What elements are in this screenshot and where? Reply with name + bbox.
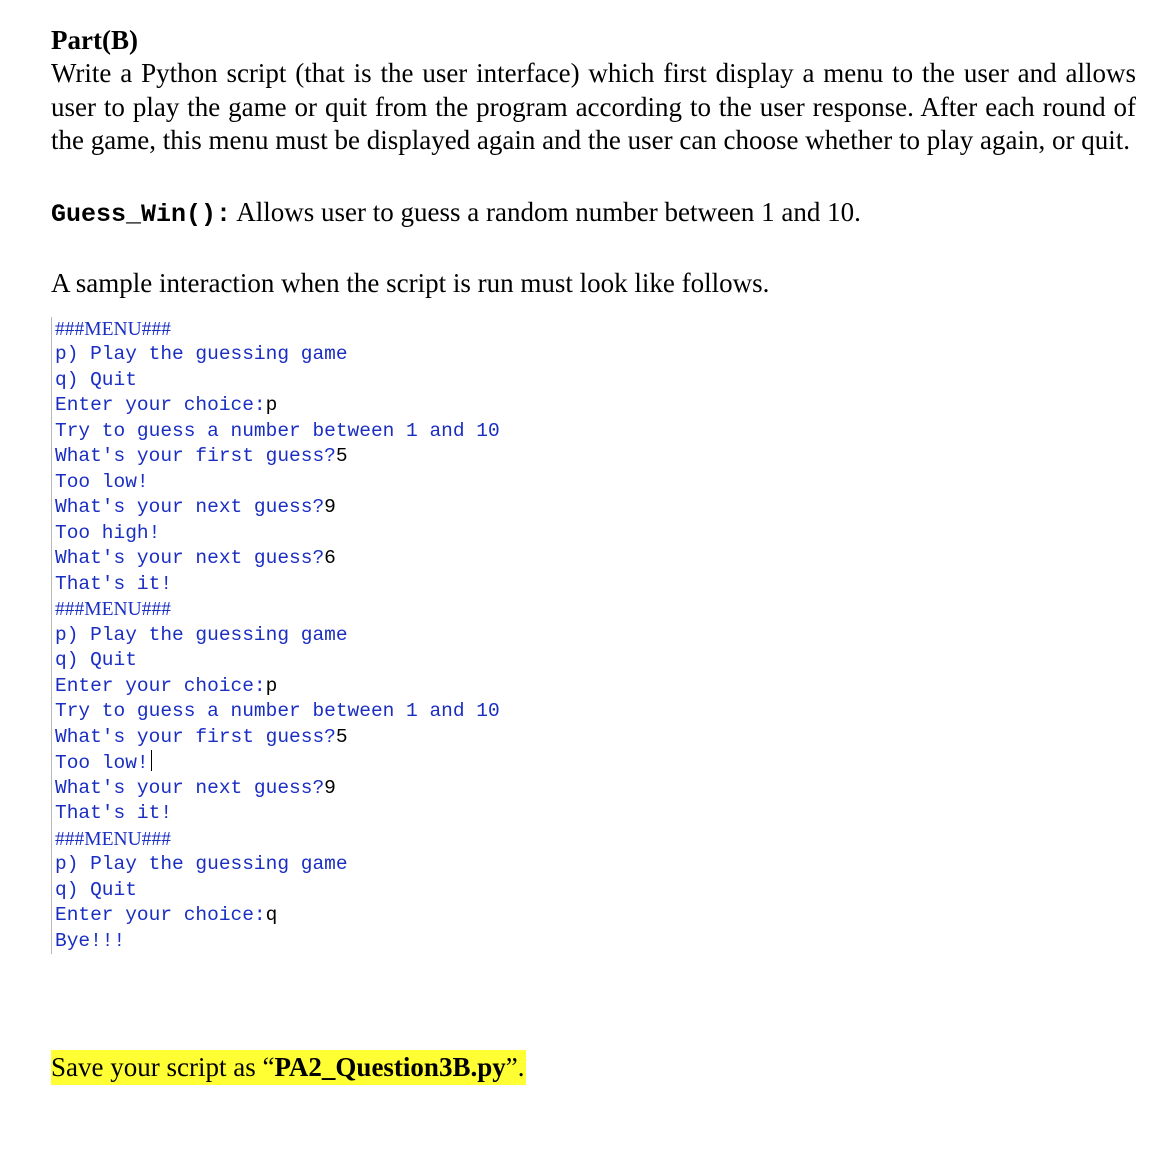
console-prompt: Too low! (55, 752, 149, 774)
console-prompt: p) Play the guessing game (55, 623, 348, 646)
console-line (55, 776, 615, 802)
console-prompt: That's it! (55, 572, 173, 595)
console-prompt: What's your first guess? (55, 445, 336, 467)
console-line (55, 419, 615, 445)
console-prompt: Too high! (55, 521, 161, 544)
console-user-input: 9 (324, 776, 336, 799)
console-prompt: ###MENU### (55, 318, 171, 340)
console-line (55, 623, 615, 649)
save-instruction (51, 1050, 526, 1085)
console-prompt: p) Play the guessing game (55, 853, 348, 875)
function-description: Allows user to guess a random number between 1 and 10. (231, 196, 861, 227)
console-prompt: That's it! (55, 802, 173, 824)
console-prompt: Enter your choice: (55, 904, 266, 926)
part-heading: Part(B) (51, 25, 138, 55)
console-prompt: Bye!!! (55, 929, 126, 952)
console-prompt: What's your next guess? (55, 547, 325, 569)
console-prompt: What's your next guess? (55, 496, 325, 518)
console-prompt: What's your first guess? (55, 725, 336, 748)
sample-interaction-intro: A sample interaction when the script is run must look like follows. (51, 267, 770, 298)
document-page (51, 24, 1136, 954)
console-line (55, 648, 615, 674)
save-prefix: Save your script as “ (51, 1052, 275, 1082)
console-user-input: p (265, 674, 278, 697)
console-line (55, 546, 615, 572)
intro-paragraph: Write a Python script (that is the user interface) which first display a menu to the user and allows user to play the game or quit from the program according to the user response. After each round of the game, this menu must be displayed again and the user can choose whether to play again, or quit. (51, 58, 1136, 155)
console-prompt: p) Play the guessing game (55, 343, 348, 365)
function-name: Guess_Win(): (51, 199, 232, 229)
console-user-input: q (265, 904, 278, 926)
console-prompt: q) Quit (55, 649, 137, 671)
console-line (55, 929, 615, 955)
console-user-input: 9 (324, 496, 336, 518)
console-prompt: ###MENU### (55, 599, 171, 620)
console-line (55, 903, 615, 929)
console-line (55, 699, 615, 725)
text-cursor (151, 750, 152, 771)
console-line (55, 674, 615, 700)
console-line (55, 521, 615, 547)
console-line (55, 342, 615, 368)
console-line (55, 597, 615, 623)
console-prompt: ###MENU### (55, 828, 171, 850)
function-definition (51, 196, 1136, 231)
save-filename: PA2_Question3B.py (274, 1052, 506, 1082)
console-line (55, 368, 615, 394)
console-prompt: Too low! (55, 470, 149, 493)
console-line (55, 495, 615, 521)
console-line (55, 852, 615, 878)
console-prompt: What's your next guess? (55, 776, 325, 799)
console-line (55, 878, 615, 904)
console-prompt: Enter your choice: (55, 394, 266, 416)
console-line (55, 393, 615, 419)
console-prompt: q) Quit (55, 368, 137, 391)
console-prompt: Enter your choice: (55, 674, 266, 697)
console-user-input: 5 (335, 445, 348, 467)
console-line (55, 801, 615, 827)
console-user-input: 6 (324, 547, 336, 569)
console-line (55, 572, 615, 598)
console-line (55, 317, 615, 343)
console-line (55, 444, 615, 470)
console-line (55, 470, 615, 496)
console-line (55, 725, 615, 751)
console-prompt: Try to guess a number between 1 and 10 (55, 700, 500, 722)
console-line (55, 750, 615, 776)
save-suffix: ”. (505, 1052, 525, 1082)
console-user-input: 5 (335, 725, 348, 748)
sample-console-output (51, 317, 615, 955)
console-user-input: p (265, 394, 278, 416)
console-prompt: q) Quit (55, 878, 137, 901)
console-line (55, 827, 615, 853)
console-prompt: Try to guess a number between 1 and 10 (55, 419, 500, 442)
